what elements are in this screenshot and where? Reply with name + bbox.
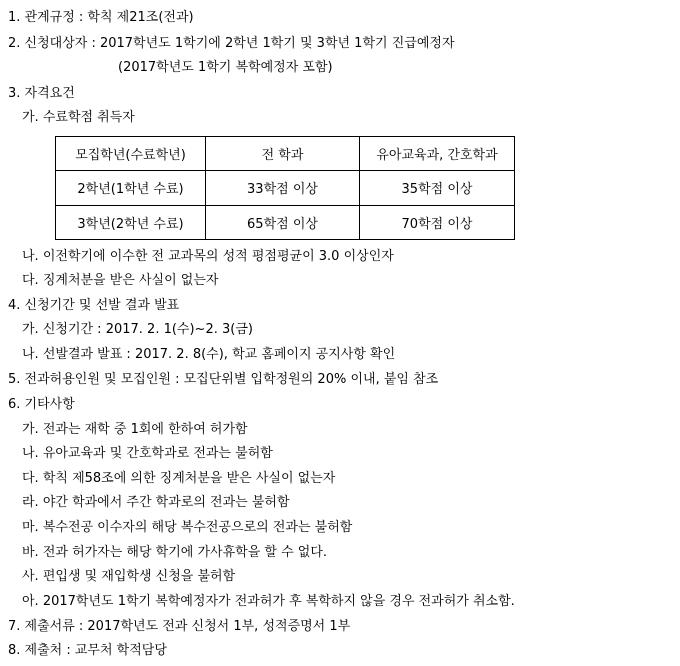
item-6-heading: 6. 기타사항 [8,397,75,412]
item-3b: 나. 이전학기에 이수한 전 교과목의 성적 평점평균이 3.0 이상인자 [22,249,394,264]
table-row [56,171,515,205]
table-cell: 35학점 이상 [360,171,515,205]
item-6g: 사. 편입생 및 재입학생 신청을 불허함 [22,569,236,584]
item-3c: 다. 징계처분을 받은 사실이 없는자 [22,273,219,288]
table-cell: 65학점 이상 [206,205,360,239]
item-6c: 다. 학칙 제58조에 의한 징계처분을 받은 사실이 없는자 [22,471,336,486]
item-4b: 나. 선발결과 발표 : 2017. 2. 8(수), 학교 홈페이지 공지사항 확인 [22,347,396,362]
item-3-heading: 3. 자격요건 [8,86,75,101]
table-row [56,205,515,239]
item-5-quota: 5. 전과허용인원 및 모집인원 : 모집단위별 입학정원의 20% 이내, 붙임 참조 [8,372,439,387]
table-cell: 70학점 이상 [360,205,515,239]
table-header-cell: 모집학년(수료학년) [56,137,206,171]
item-3a: 가. 수료학점 취득자 [22,110,135,125]
table-header-row [56,137,515,171]
table-cell: 2학년(1학년 수료) [56,171,206,205]
table-cell: 3학년(2학년 수료) [56,205,206,239]
item-6d: 라. 야간 학과에서 주간 학과로의 전과는 불허함 [22,495,290,510]
item-6f: 바. 전과 허가자는 해당 학기에 가사휴학을 할 수 없다. [22,545,328,560]
item-7-documents: 7. 제출서류 : 2017학년도 전과 신청서 1부, 성적증명서 1부 [8,619,351,634]
item-4-heading: 4. 신청기간 및 선발 결과 발표 [8,298,180,313]
item-6h: 아. 2017학년도 1학기 복학예정자가 전과허가 후 복학하지 않을 경우 전과허가 취소함. [22,594,515,609]
item-8-office: 8. 제출처 : 교무처 학적담당 [8,643,167,658]
item-2-note: (2017학년도 1학기 복학예정자 포함) [118,60,333,75]
item-6e: 마. 복수전공 이수자의 해당 복수전공으로의 전과는 불허함 [22,520,353,535]
item-1-regulation: 1. 관계규정 : 학칙 제21조(전과) [8,10,194,25]
table-cell: 33학점 이상 [206,171,360,205]
item-6b: 나. 유아교육과 및 간호학과로 전과는 불허함 [22,446,273,461]
item-4a: 가. 신청기간 : 2017. 2. 1(수)~2. 3(금) [22,322,253,337]
table-header-cell: 전 학과 [206,137,360,171]
item-6a: 가. 전과는 재학 중 1회에 한하여 허가함 [22,422,248,437]
item-2-applicants: 2. 신청대상자 : 2017학년도 1학기에 2학년 1학기 및 3학년 1학기 진급예정자 [8,36,455,51]
credit-requirements-table [55,136,515,240]
table-header-cell: 유아교육과, 간호학과 [360,137,515,171]
